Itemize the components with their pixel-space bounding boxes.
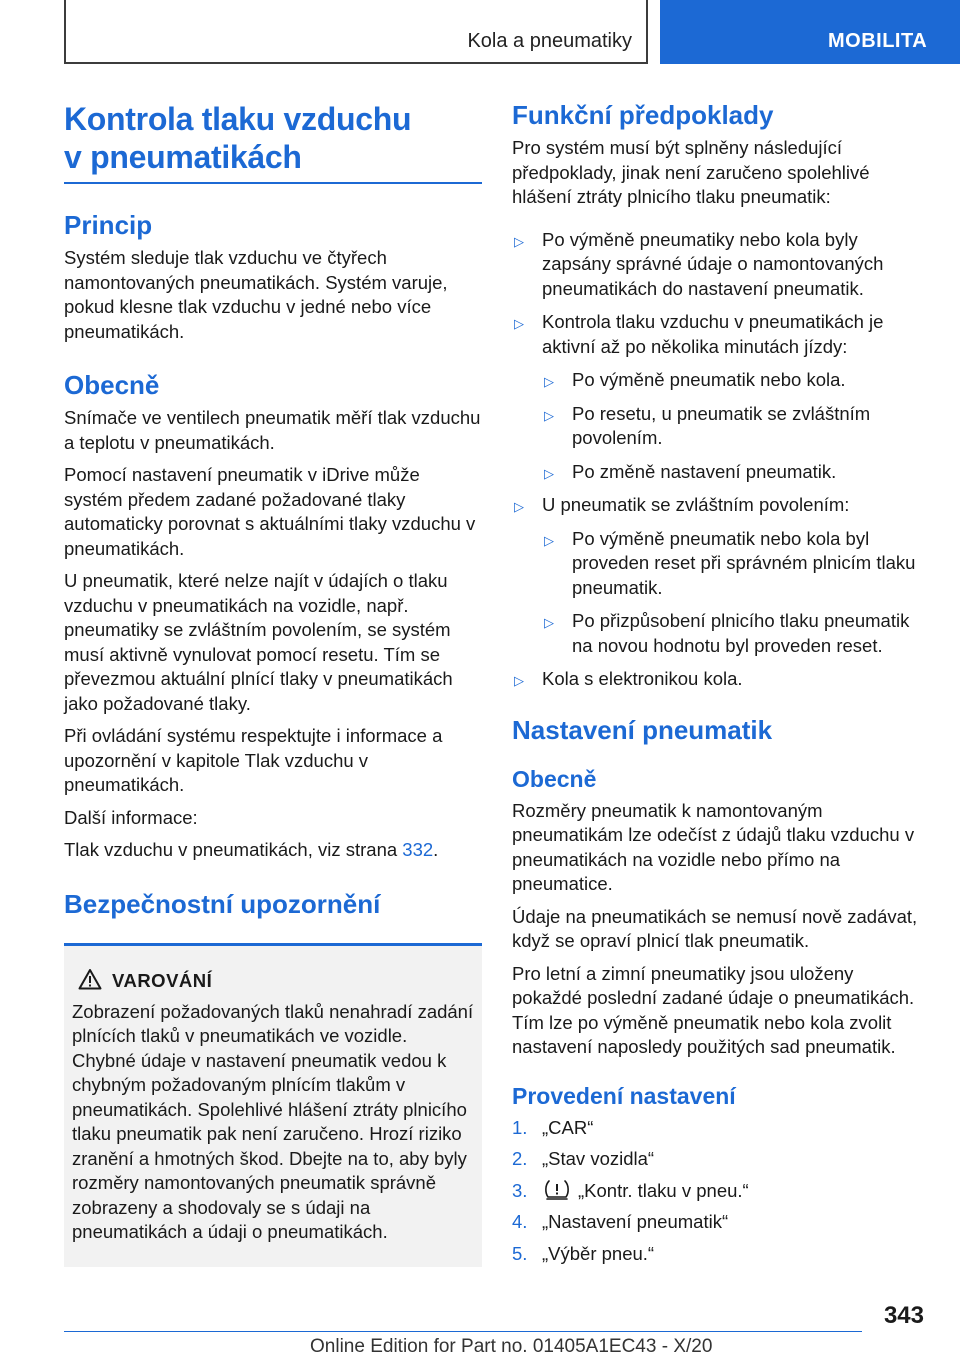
prereq-list <box>512 228 924 692</box>
procedure-heading: Provedení nastavení <box>512 1082 736 1109</box>
reference-end: . <box>433 839 439 860</box>
princip-text: Systém sleduje tlak vzduchu ve čtyřech namontovaných pneumatikách. Systém varuje, pokud klesne tlak vzduchu v jedné nebo více pneumatikách. <box>64 247 448 342</box>
obecne-paragraph: Snímače ve ventilech pneumatik měří tlak vzduchu a teplotu v pneumatikách. <box>64 407 481 453</box>
left-column <box>64 100 482 1267</box>
triangle-bullet-icon: ▷ <box>514 316 524 331</box>
tire-pressure-warning-icon <box>542 1179 572 1201</box>
step-text: „Výběr pneu.“ <box>542 1242 655 1264</box>
obecne-heading: Obecně <box>64 370 160 400</box>
page-title-line1: Kontrola tlaku vzduchu <box>64 101 412 137</box>
prereq-intro: Pro systém musí být splněny následující předpoklady, jinak není zaručeno spolehlivé hlášení ztráty plnicího tlaku pneumatik: <box>512 137 870 207</box>
step-text: „Nastavení pneumatik“ <box>542 1211 729 1232</box>
reference-paragraph <box>64 838 482 863</box>
warning-label: VAROVÁNÍ <box>112 969 213 991</box>
triangle-bullet-icon: ▷ <box>544 407 554 423</box>
sub-list-item: ▷ Po výměně pneumatik nebo kola. <box>542 368 924 393</box>
page-number: 343 <box>883 1302 924 1329</box>
procedure-steps <box>512 1116 924 1267</box>
obecne-paragraph: Při ovládání systému respektujte i informace a upozornění v kapitole Tlak vzduchu v pneumatikách. <box>64 725 443 795</box>
step-number: 3. <box>512 1179 528 1201</box>
triangle-bullet-icon: ▷ <box>514 673 524 688</box>
triangle-bullet-icon: ▷ <box>514 233 524 249</box>
obecne-paragraph: Pomocí nastavení pneumatik v iDrive může systém předem zadané požadované tlaky automaticky porovnat s aktuálními tlaky vzduchu v pneumatikách. <box>64 464 476 559</box>
step-text: „Kontr. tlaku v pneu.“ <box>578 1179 749 1201</box>
footer-edition: Online Edition for Part no. 01405A1EC43 - X/20 <box>310 1336 713 1357</box>
section-title: Kola a pneumatiky <box>467 30 632 52</box>
settings-paragraph: Rozměry pneumatik k namontovaným pneumatikám lze odečíst z údajů tlaku vzduchu v pneumatikách na vozidle nebo přímo na pneumatice. <box>512 799 915 894</box>
list-item: ▷ Kontrola tlaku vzduchu v pneumatikách je aktivní až po několika minutách jízdy: ▷ Po výměně pneumatik nebo kola. ▷ Po resetu, u pneumatik se zvláštním povolením. ▷ Po změně nastavení pneumatik. <box>512 310 924 484</box>
step-text: „Stav vozidla“ <box>542 1148 655 1169</box>
sub-list-item: ▷ Po výměně pneumatik nebo kola byl proveden reset při správném plnicím tlaku pneumatik. <box>544 527 916 598</box>
triangle-bullet-icon: ▷ <box>544 465 554 481</box>
settings-paragraph: Údaje na pneumatikách se nemusí nově zadávat, když se opraví plnicí tlak pneumatik. <box>512 905 918 951</box>
triangle-bullet-icon: ▷ <box>544 374 554 389</box>
sub-list <box>542 527 924 659</box>
settings-heading: Nastavení pneumatik <box>512 714 773 745</box>
sub-list-item: ▷ Po resetu, u pneumatik se zvláštním povolením. <box>544 402 871 448</box>
page-link[interactable]: 332 <box>402 839 434 860</box>
step-item <box>512 1147 924 1172</box>
header-frame <box>64 0 648 64</box>
triangle-bullet-icon: ▷ <box>544 615 554 630</box>
warning-triangle-icon <box>78 968 102 990</box>
step-number: 4. <box>512 1211 528 1232</box>
prereq-heading: Funkční předpoklady <box>512 100 774 130</box>
page-title <box>64 100 482 176</box>
chapter-tab-label: MOBILITA <box>828 30 928 52</box>
triangle-bullet-icon: ▷ <box>544 532 554 548</box>
warning-text: Zobrazení požadovaných tlaků nenahradí zadání plnících tlaků v pneumatikách ve vozidle. Chybné údaje v nastavení pneumatik vedou k chybným požadovaným plnícím tlakům v pneumatikách. Spolehlivé hlášení ztráty plnicího tlaku pneumatik pak není zaručeno. Hrozí riziko zranění a hmotných škod. Dbejte na to, aby byly rozměry namontovaných pneumatik správně zobrazeny a shodovaly se s údaji na pneumatikách a údaji o pneumatikách. <box>72 1000 474 1242</box>
right-column <box>512 100 924 1273</box>
list-item: ▷ U pneumatik se zvláštním povolením: ▷ Po výměně pneumatik nebo kola byl proveden reset při správném plnicím tlaku pneumatik. ▷ Po přizpůsobení plnicího tlaku pneumatik na novou hodnotu byl proveden reset. <box>512 493 924 658</box>
chapter-tab <box>660 0 960 64</box>
warning-box <box>64 943 482 1267</box>
list-item: ▷ Kola s elektronikou kola. <box>512 667 924 692</box>
settings-paragraph: Pro letní a zimní pneumatiky jsou uloženy pokaždé poslední zadané údaje o pneumatikách. Tím lze po výměně pneumatik nebo kola zvolit nastavení naposledy použitých sad pneumatik. <box>512 962 915 1057</box>
list-item: ▷ Po výměně pneumatiky nebo kola byly zapsány správné údaje o namontovaných pneumatikách do nastavení pneumatik. <box>514 228 884 299</box>
obecne-paragraph: U pneumatik, které nelze najít v údajích o tlaku vzduchu v pneumatikách na vozidle, např. pneumatiky se zvláštním povolením, se systém musí aktivně vynulovat pomocí resetu. Tím se převezmou aktuální plnící tlaky v pneumatikách jako požadované tlaky. <box>64 570 453 714</box>
step-item <box>512 1116 924 1141</box>
princip-heading: Princip <box>64 210 153 240</box>
page-title-line2: v pneumatikách <box>64 139 302 175</box>
step-text: „CAR“ <box>542 1116 594 1138</box>
safety-heading: Bezpečnostní upozornění <box>64 888 381 919</box>
step-number: 2. <box>512 1148 528 1169</box>
warning-title <box>112 970 474 992</box>
footer-divider <box>64 1331 862 1332</box>
step-number: 1. <box>512 1116 528 1138</box>
sub-list <box>542 368 924 484</box>
sub-list-item: ▷ Po změně nastavení pneumatik. <box>542 460 924 485</box>
sub-list-item: ▷ Po přizpůsobení plnicího tlaku pneumatik na novou hodnotu byl proveden reset. <box>544 610 910 656</box>
step-item <box>512 1179 924 1204</box>
step-number: 5. <box>512 1242 528 1264</box>
reference-text: Tlak vzduchu v pneumatikách, viz strana <box>64 839 403 860</box>
triangle-bullet-icon: ▷ <box>514 499 524 514</box>
settings-subheading: Obecně <box>512 765 597 792</box>
step-item <box>512 1242 924 1267</box>
step-item <box>512 1210 924 1235</box>
title-divider <box>64 182 482 184</box>
obecne-paragraph: Další informace: <box>64 806 198 828</box>
